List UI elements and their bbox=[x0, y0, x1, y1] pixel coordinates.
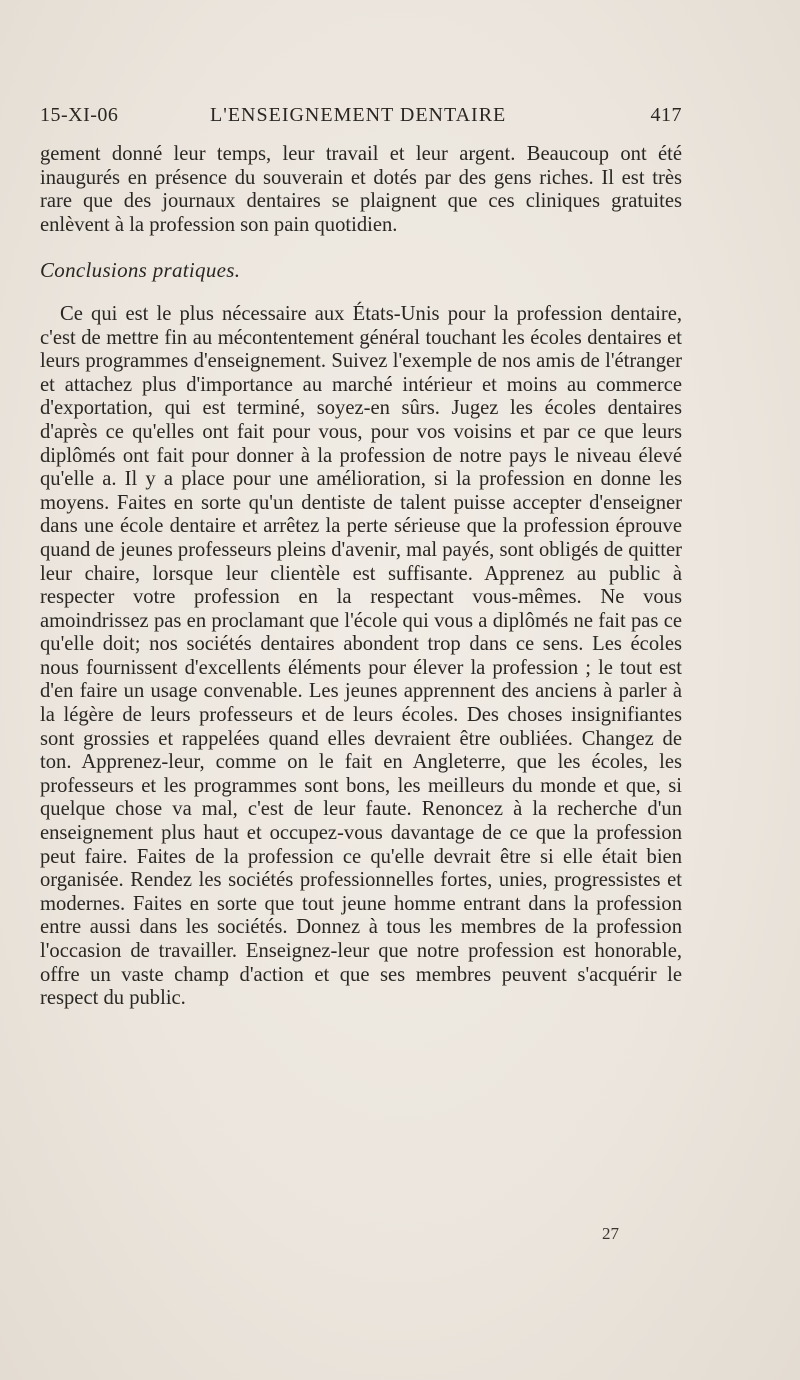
section-title: Conclusions pratiques. bbox=[40, 258, 241, 283]
paragraph-continued: gement donné leur temps, leur travail et leur argent. Beaucoup ont été inaugurés en présence du souverain et dotés par des gens riches. Il est très rare que des journaux dentaires se plaignent que ces cliniques gratuites enlèvent à la profession son pain quotidien. bbox=[40, 143, 682, 236]
show-through-text bbox=[60, 1140, 720, 1250]
header-date: 15-XI-06 bbox=[40, 104, 119, 126]
body-text bbox=[40, 143, 682, 1011]
signature-mark: 27 bbox=[602, 1224, 619, 1243]
paragraph-conclusions: Ce qui est le plus nécessaire aux États-Unis pour la profession dentaire, c'est de mettre fin au mécontentement général touchant les écoles dentaires et leurs programmes d'enseignement. Suivez l'exemple de nos amis de l'étranger et attachez plus d'importance au marché intérieur et moins au commerce d'exportation, qui est terminé, soyez-en sûrs. Jugez les écoles dentaires d'après ce qu'elles ont fait pour vous, pour vos voisins et par ce que leurs diplômés ont fait pour donner à la profession de notre pays le niveau élevé qu'elle a. Il y a place pour une amélioration, si la profession en donne les moyens. Faites en sorte qu'un dentiste de talent puisse accepter d'enseigner dans une école dentaire et arrêtez la perte sérieuse que la profession éprouve quand de jeunes professeurs pleins d'avenir, mal payés, sont obligés de quitter leur chaire, lorsque leur clientèle est suffisante. Apprenez au public à respecter votre profession en la respectant vous-mêmes. Ne vous amoindrissez pas en proclamant que l'école qui vous a diplômés ne fait pas ce qu'elle doit; nos sociétés dentaires abondent trop dans ce sens. Les écoles nous fournissent d'excellents éléments pour élever la profession ; le tout est d'en faire un usage convenable. Les jeunes apprennent des anciens à parler à la légère de leurs professeurs et de leurs écoles. Des choses insignifiantes sont grossies et rappelées quand elles devraient être oubliées. Changez de ton. Apprenez-leur, comme on le fait en Angleterre, que les écoles, les professeurs et les programmes sont bons, les meilleurs du monde et que, si quelque chose va mal, c'est de leur faute. Renoncez à la recherche d'un enseignement plus haut et occupez-vous davantage de ce que la profession peut faire. Faites de la profession ce qu'elle devrait être si elle était bien organisée. Rendez les sociétés professionnelles fortes, unies, progressistes et modernes. Faites en sorte que tout jeune homme entrant dans la profession entre aussi dans les sociétés. Donnez à tous les membres de la profession l'occasion de travailler. Enseignez-leur que notre profession est honorable, offre un vaste champ d'action et que ses membres peuvent s'acquérir le respect du public. bbox=[40, 302, 682, 1010]
header-title: L'ENSEIGNEMENT DENTAIRE bbox=[210, 104, 507, 126]
page-number: 417 bbox=[650, 104, 682, 126]
running-header bbox=[40, 104, 682, 134]
